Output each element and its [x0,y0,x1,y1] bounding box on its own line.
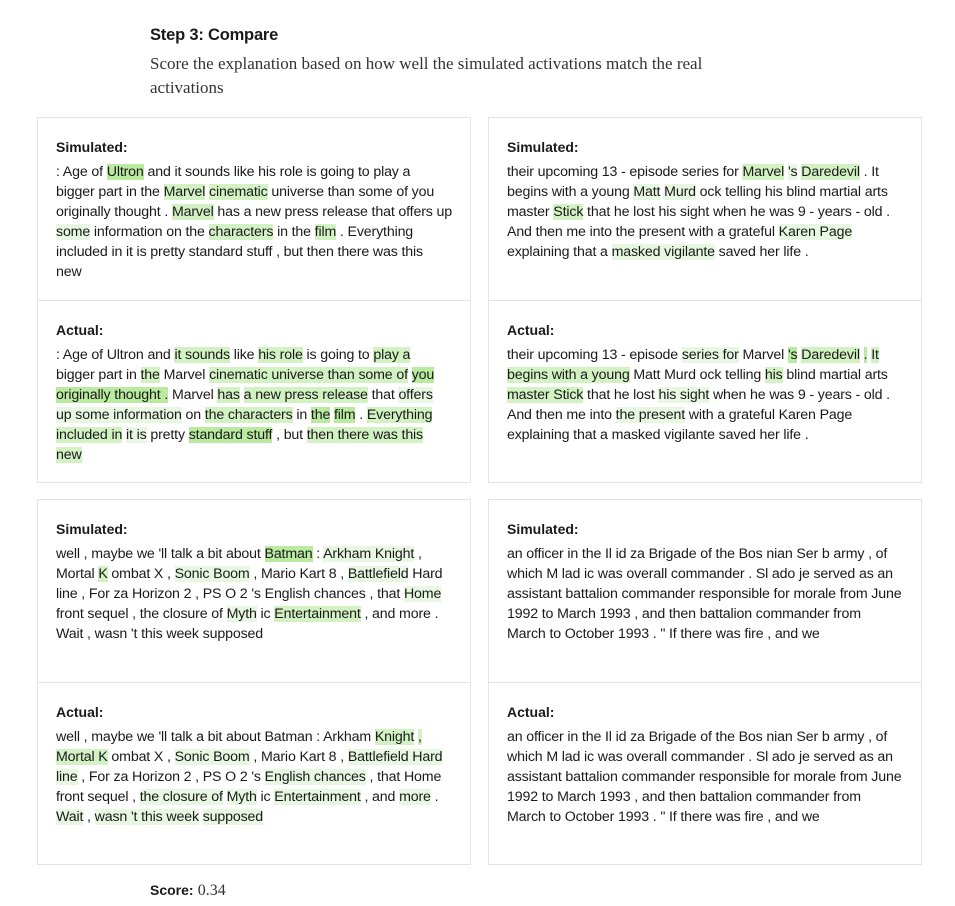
highlighted-token: Batman [264,546,313,562]
simulated-label: Simulated: [507,139,579,155]
highlighted-token: Ultron [106,164,144,180]
text-token: Hard line , For za Horizon 2 , PS O 2 's English chances , that [56,566,443,602]
score-line [150,882,226,900]
actual-section [38,682,470,827]
text-token: , Mortal [56,546,422,582]
highlighted-token: Wait [56,809,84,825]
text-token: : [312,546,324,562]
text-token: blind martial arts [782,367,888,383]
text-token: , and [360,789,400,805]
text-token: bigger part in [56,367,141,383]
text-token: . [355,407,367,423]
highlighted-token: offers up some information [56,387,433,423]
simulated-section [489,118,921,300]
highlighted-token: some [56,224,91,240]
text-token: ic [256,606,275,622]
actual-label: Actual: [507,704,555,720]
text-token: , that Home front sequel , [56,769,442,805]
highlighted-token: Marvel [171,204,214,220]
text-token: . [430,789,439,805]
highlighted-token: then there was this new [56,427,423,463]
text-token: when he was 9 - years - old . And then me into [507,387,890,423]
highlighted-token: Marvel [742,164,785,180]
simulated-label: Simulated: [56,521,128,537]
text-token: Marvel [159,367,210,383]
highlighted-token: Marvel [163,184,206,200]
comparison-panel [488,499,922,865]
highlighted-token: masked vigilante [611,244,715,260]
text-token: , and more . Wait , wasn 't this week supposed [56,606,439,642]
text-token: is going to [302,347,374,363]
highlighted-token: Myth [226,789,257,805]
highlighted-token: Sonic Boom [174,749,250,765]
score-label: Score: [150,882,194,898]
highlighted-token: Home [403,586,442,602]
highlighted-token: his sight [658,387,710,403]
highlighted-token: the characters [204,407,293,423]
comparison-panel [37,499,471,865]
text-token: , but [272,427,307,443]
highlighted-token: Myth [226,606,257,622]
highlighted-token: cinematic universe than some of [209,367,408,383]
text-token: their upcoming 13 - episode [507,347,682,363]
text-token: pretty [146,427,189,443]
actual-section [489,300,921,445]
text-token: in the [273,224,315,240]
highlighted-token: 's [787,164,798,180]
actual-text [507,345,903,445]
highlighted-token: you originally thought . [56,367,435,403]
highlighted-token: film [334,407,356,423]
text-token: saved her life . [714,244,809,260]
highlighted-token: series for [681,347,739,363]
highlighted-token: his role [258,347,303,363]
highlighted-token: Stick [553,204,584,220]
text-token: ombat X , [107,566,175,582]
simulated-text [56,544,452,644]
highlighted-token: the [140,367,160,383]
highlighted-token: play a [373,347,411,363]
text-token: Marvel [738,347,788,363]
text-token: explaining that a [507,244,612,260]
simulated-text [56,162,452,282]
highlighted-token: Everything included in [56,407,433,443]
text-token: with a grateful Karen Page explaining that a masked vigilante saved her life . [507,407,853,443]
comparison-panel [488,117,922,483]
highlighted-token: English chances [264,769,366,785]
highlighted-token: film [314,224,337,240]
actual-section [38,300,470,465]
simulated-section [38,118,470,300]
highlighted-token: master Stick [507,387,584,403]
text-token: in [292,407,311,423]
highlighted-token: wasn 't this week [94,809,199,825]
text-token: that he lost [583,387,659,403]
highlighted-token: Battlefield [347,566,409,582]
text-token: that he lost his sight when he was 9 - years - old . And then me into the present with a grateful [507,204,890,240]
actual-section [489,682,921,827]
highlighted-token: Daredevil [801,164,860,180]
highlighted-token: it sounds [174,347,230,363]
highlighted-token: Sonic Boom [174,566,250,582]
text-token: Marvel [168,387,218,403]
text-token: , Mario Kart 8 , [249,749,348,765]
highlighted-token: supposed [202,809,264,825]
highlighted-token: Murd [664,184,696,200]
text-token: . Everything included in it is pretty standard stuff , but then there was this new [56,224,423,280]
step-subtitle: Score the explanation based on how well the simulated activations match the real activations [150,54,703,97]
highlighted-token: Knight [374,729,415,745]
highlighted-token: it is [125,427,147,443]
highlighted-token: It begins with a young [507,347,879,383]
highlighted-token: Karen Page [778,224,853,240]
text-token: their upcoming 13 - episode series for [507,164,743,180]
highlighted-token: Entertainment [274,789,361,805]
text-token: has a new press release that offers up [213,204,452,220]
text-token: front sequel , the closure of [56,606,227,622]
text-token: information on the [90,224,209,240]
actual-text [56,727,452,827]
highlighted-token: . [863,347,868,363]
highlighted-token: Daredevil [801,347,860,363]
highlighted-token: K [98,566,108,582]
highlighted-token: , Mortal K [56,729,422,765]
highlighted-token: has [217,387,240,403]
highlighted-token: more [399,789,431,805]
text-token: on [181,407,205,423]
highlighted-token: Arkham Knight [323,546,415,562]
highlighted-token: Matt [633,184,661,200]
simulated-section [489,500,921,682]
text-token: Matt Murd ock telling [629,367,765,383]
simulated-section [38,500,470,682]
simulated-text [507,162,903,262]
actual-text [56,345,452,465]
text-token: , For za Horizon 2 , PS O 2 's [77,769,265,785]
text-token: an officer in the Il id za Brigade of the Bos nian Ser b army , of which M lad ic was overall commander . Sl ado je served as an assistant battalion commander responsible for morale from June 1992 to March 1993 , and then battalion commander from March to October 1993 . " If there was fire , and we [507,546,902,642]
simulated-label: Simulated: [507,521,579,537]
actual-label: Actual: [507,322,555,338]
text-token: like [229,347,259,363]
text-token: , [83,809,95,825]
simulated-label: Simulated: [56,139,128,155]
text-token: and it sounds like his role is going to play a bigger part in the [56,164,411,200]
score-value: 0.34 [197,882,226,899]
highlighted-token: Battlefield Hard line [56,749,443,785]
highlighted-token: cinematic [209,184,268,200]
comparison-panel [37,117,471,483]
highlighted-token: the closure of [139,789,223,805]
text-token: : Age of Ultron and [56,347,175,363]
simulated-text [507,544,903,644]
text-token: , Mario Kart 8 , [249,566,348,582]
highlighted-token: standard stuff [188,427,273,443]
actual-label: Actual: [56,322,104,338]
highlighted-token: 's [787,347,798,363]
text-token: ombat X , [107,749,175,765]
text-token: . It begins with a young [507,164,879,200]
highlighted-token: characters [208,224,274,240]
actual-text [507,727,903,827]
highlighted-token: his [764,367,783,383]
text-token: universe than some of you originally thought . [56,184,435,220]
highlighted-token: Entertainment [274,606,361,622]
text-token: well , maybe we 'll talk a bit about Batman : Arkham [56,729,375,745]
text-token: that [367,387,399,403]
text-token: well , maybe we 'll talk a bit about [56,546,265,562]
highlighted-token: the present [615,407,686,423]
actual-label: Actual: [56,704,104,720]
highlighted-token: the [310,407,331,423]
text-token: ic [256,789,275,805]
text-token: ock telling his blind martial arts master [507,184,888,220]
text-token: an officer in the Il id za Brigade of the Bos nian Ser b army , of which M lad ic was overall commander . Sl ado je served as an assistant battalion commander responsible for morale from June 1992 to March 1993 , and then battalion commander from March to October 1993 . " If there was fire , and we [507,729,902,825]
highlighted-token: a new press release [243,387,368,403]
text-token: : Age of [56,164,107,180]
step-title: Step 3: Compare [150,26,279,44]
